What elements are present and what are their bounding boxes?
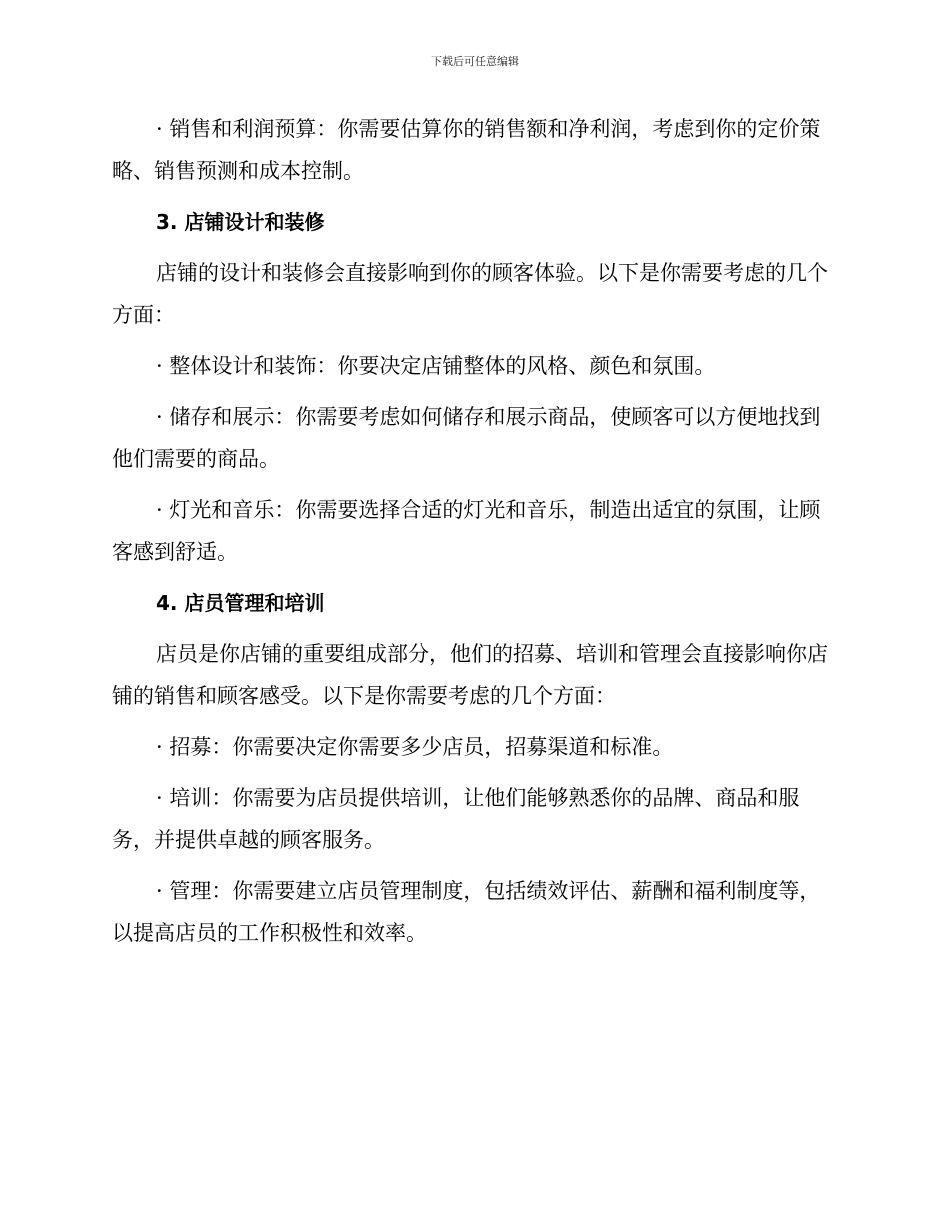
paragraph-management: · 管理：你需要建立店员管理制度，包括绩效评估、薪酬和福利制度等，以提高店员的工作积极性和效率。 bbox=[112, 879, 821, 945]
paragraph-overall-design: · 整体设计和装饰：你要决定店铺整体的风格、颜色和氛围。 bbox=[156, 354, 716, 378]
paragraph-recruitment: · 招募：你需要决定你需要多少店员，招募渠道和标准。 bbox=[156, 735, 674, 759]
paragraph-store-design-intro: 店铺的设计和装修会直接影响到你的顾客体验。以下是你需要考虑的几个方面： bbox=[112, 261, 828, 327]
section-heading-staff-management: 4. 店员管理和培训 bbox=[156, 591, 325, 615]
paragraph-training: · 培训：你需要为店员提供培训，让他们能够熟悉你的品牌、商品和服务，并提供卓越的顾客服务。 bbox=[112, 786, 800, 852]
paragraph-staff-intro: 店员是你店铺的重要组成部分，他们的招募、培训和管理会直接影响你店铺的销售和顾客感受。以下是你需要考虑的几个方面： bbox=[112, 642, 828, 708]
page-header: 下载后可任意编辑 bbox=[431, 55, 519, 68]
paragraph-lighting-music: · 灯光和音乐：你需要选择合适的灯光和音乐，制造出适宜的氛围，让顾客感到舒适。 bbox=[112, 498, 821, 564]
document-body bbox=[112, 108, 834, 963]
section-heading-store-design: 3. 店铺设计和装修 bbox=[156, 210, 325, 234]
paragraph-storage-display: · 储存和展示：你需要考虑如何储存和展示商品，使顾客可以方便地找到他们需要的商品。 bbox=[112, 405, 821, 471]
paragraph-sales-profit-budget: · 销售和利润预算：你需要估算你的销售额和净利润，考虑到你的定价策略、销售预测和成本控制。 bbox=[112, 117, 821, 183]
